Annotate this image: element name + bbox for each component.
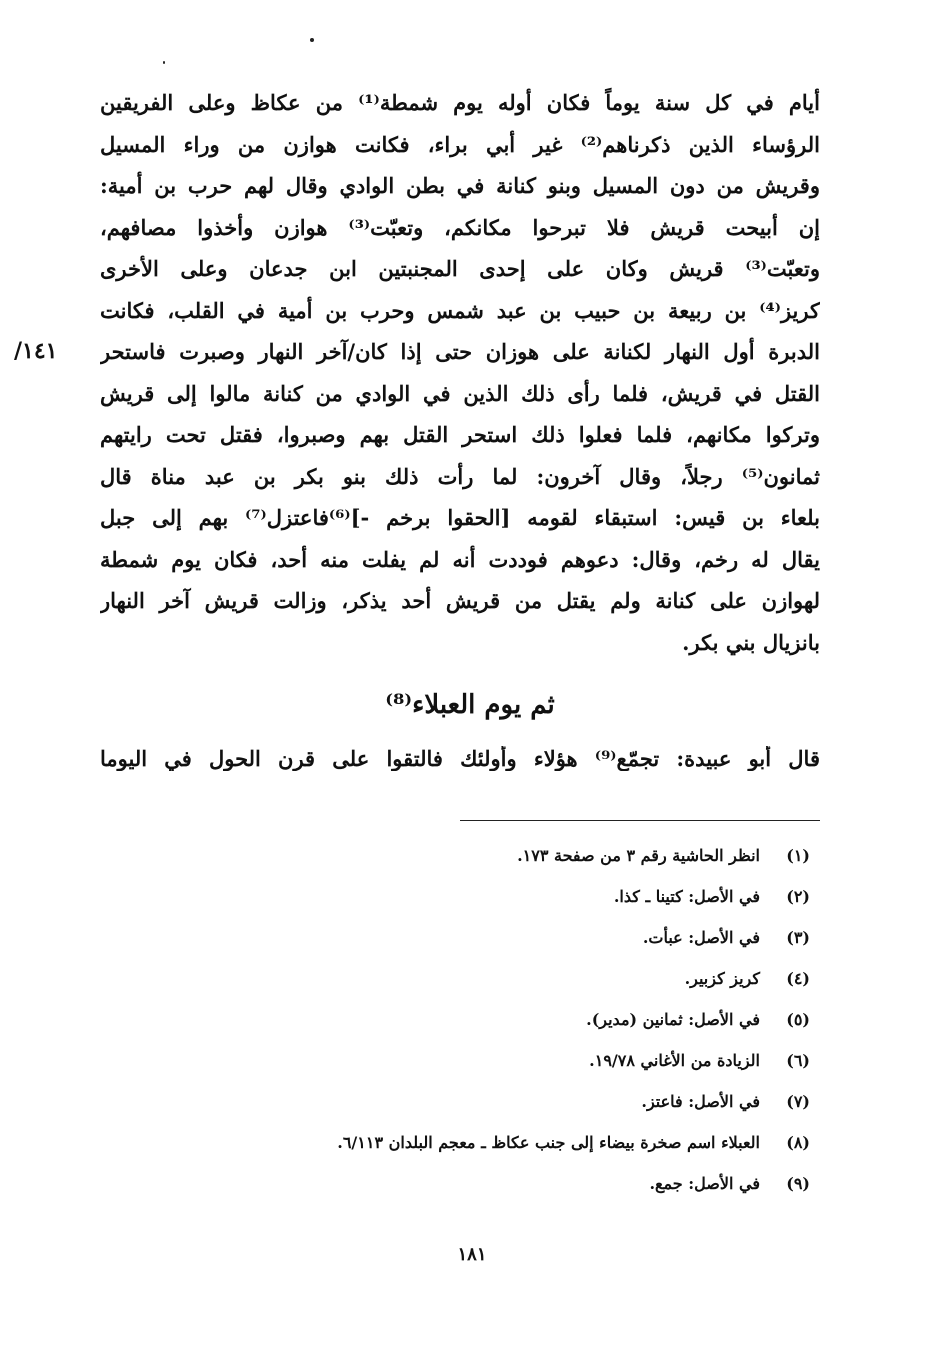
scan-speck	[163, 61, 165, 64]
footnote	[200, 876, 810, 917]
text-line: القتل في قريش، فلما رأى ذلك الذين في الوادي من كنانة مالوا إلى قريش	[100, 380, 820, 406]
footnote-number: (٧)	[786, 1092, 810, 1111]
footnote-text: في الأصل: فاعتز.	[641, 1092, 760, 1111]
text-line: الرؤساء الذين ذكرناهم⁽²⁾ غير أبي براء، فكانت هوازن من وراء المسيل	[100, 131, 820, 157]
footnotes-list	[200, 835, 810, 1204]
footnote	[200, 1040, 810, 1081]
footnote-text: في الأصل: كتينا ـ كذا.	[613, 887, 760, 906]
text-line: وقريش من دون المسيل وبنو كنانة في بطن الوادي وقال لهم حرب بن أمية:	[100, 173, 820, 198]
footnote	[200, 1122, 810, 1163]
section-heading: ثم يوم العبلاء⁽⁸⁾	[385, 690, 555, 720]
footnote-text: في الأصل: ثمانين (مدير).	[586, 1010, 760, 1029]
footnote	[200, 1163, 810, 1204]
footnote	[200, 1081, 810, 1122]
footnote-number: (٥)	[786, 1010, 810, 1029]
footnote-number: (٨)	[786, 1133, 810, 1152]
footnote-number: (٩)	[786, 1174, 810, 1193]
text-line: كريز⁽⁴⁾ بن ربيعة بن حبيب بن عبد شمس وحرب بن أمية في القلب، فكانت	[100, 297, 820, 323]
footnote	[200, 835, 810, 876]
page-number: ١٨١	[457, 1244, 487, 1265]
text-line: يقال له رخم، وقال: دعوهم فوددت أنه لم يفلت منه أحد، فكان يوم شمطة	[100, 546, 820, 572]
footnote-text: كريز كزبير.	[684, 969, 760, 988]
margin-page-reference: ١٤١/	[14, 338, 58, 364]
text-line: لهوازن على كنانة ولم يقتل من قريش أحد يذكر، وزالت قريش آخر النهار	[100, 588, 820, 613]
footnote-text: في الأصل: جمع.	[649, 1174, 760, 1193]
text-line: بلعاء بن قيس: استبقاء لقومه [الحقوا برخم -]⁽⁶⁾فاعتزل⁽⁷⁾ بهم إلى جبل	[100, 505, 820, 530]
text-line: ثمانون⁽⁵⁾ رجلاً، وقال آخرون: لما رأت ذلك بنو بكر بن عبد مناة قال	[100, 463, 820, 489]
footnote	[200, 917, 810, 958]
footnote-number: (١)	[786, 846, 810, 865]
text-line: وتعبّت⁽³⁾ قريش وكان على إحدى المجنبتين ابن جدعان وعلى الأخرى	[100, 256, 820, 281]
text-line: بانزيال بني بكر.	[682, 629, 820, 655]
footnote-text: العبلاء اسم صخرة بيضاء إلى جنب عكاظ ـ معجم البلدان ٦/١١٣.	[337, 1133, 760, 1152]
footnote-divider	[460, 820, 820, 821]
footnote-number: (٣)	[786, 928, 810, 947]
footnote	[200, 999, 810, 1040]
footnote	[200, 958, 810, 999]
text-line: أيام في كل سنة يوماً فكان أوله يوم شمطة⁽¹⁾ من عكاظ وعلى الفريقين	[100, 90, 820, 115]
text-line: إن أبيحت قريش فلا تبرحوا مكانكم، وتعبّت⁽³⁾ هوازن وأخذوا مصافهم،	[100, 214, 820, 240]
footnote-number: (٦)	[786, 1051, 810, 1070]
footnote-text: انظر الحاشية رقم ٣ من صفحة ١٧٣.	[517, 846, 760, 865]
text-line: وتركوا مكانهم، فلما فعلوا ذلك استحر القتل بهم وصبروا، فقتل تحت رايتهم	[100, 422, 820, 447]
section-first-line: قال أبو عبيدة: تجمّع⁽⁹⁾ هؤلاء وأولئك فالتقوا على قرن الحول في اليوما	[100, 746, 820, 771]
text-line: الدبرة أول النهار لكنانة على هوزان حتى إذا كان/آخر النهار وصبرت فاستحر	[100, 339, 820, 364]
footnote-number: (٢)	[786, 887, 810, 906]
footnote-number: (٤)	[786, 969, 810, 988]
scan-speck	[310, 38, 314, 42]
footnote-text: في الأصل: عبأت.	[642, 928, 760, 947]
main-paragraph	[100, 82, 820, 663]
footnote-text: الزيادة من الأغاني ١٩/٧٨.	[589, 1051, 760, 1070]
